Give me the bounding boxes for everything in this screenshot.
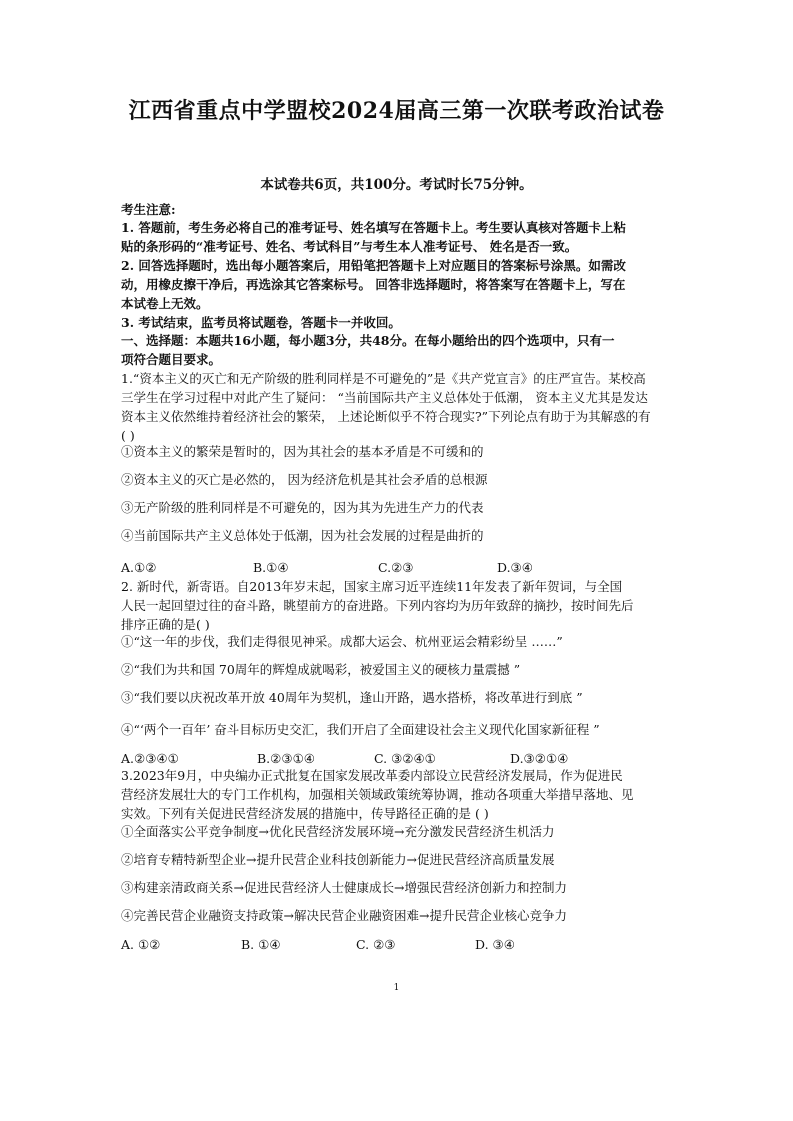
q1-option-d: D.③④ bbox=[497, 560, 533, 575]
q2-item: ②“我们为共和国 70周年的辉煌成就喝彩，被爱国主义的硬核力量震撼 ” bbox=[121, 662, 521, 677]
notice-line: 贴的条形码的“准考证号、姓名、考试科目”与考生本人准考证号、 姓名是否一致。 bbox=[121, 239, 578, 254]
q1-stem-line: 资本主义依然维持着经济社会的繁荣， 上述论断似乎不符合现实?”下列论点有助于为其解惑的有 bbox=[121, 409, 651, 424]
q1-option-a: A.①② bbox=[121, 560, 157, 575]
q3-item: ④完善民营企业融资支持政策→解决民营企业融资困难→提升民营企业核心竞争力 bbox=[121, 908, 567, 923]
q2-stem-line: 排序正确的是( ) bbox=[121, 617, 210, 632]
q1-stem-line: ( ) bbox=[121, 428, 135, 443]
q3-stem-line: 实效。下列有关促进民营经济发展的措施中，传导路径正确的是 ( ) bbox=[121, 806, 489, 821]
page-title: 江西省重点中学盟校2024届高三第一次联考政治试卷 bbox=[128, 98, 665, 124]
q3-option-d: D. ③④ bbox=[475, 937, 515, 952]
notice-line: 3. 考试结束，监考员将试题卷，答题卡一并收回。 bbox=[121, 315, 401, 330]
q2-option-c: C. ③②④① bbox=[374, 751, 436, 766]
q3-option-c: C. ②③ bbox=[356, 937, 396, 952]
notice-heading: 考生注意: bbox=[121, 202, 176, 217]
page-subtitle: 本试卷共6页，共100分。考试时长75分钟。 bbox=[260, 177, 533, 193]
notice-line: 动，用橡皮擦干净后，再选涂其它答案标号。 回答非选择题时，将答案写在答题卡上，写在 bbox=[121, 277, 626, 292]
notice-line: 1. 答题前，考生务必将自己的准考证号、姓名填写在答题卡上。考生要认真核对答题卡上粘 bbox=[121, 220, 626, 235]
q2-item: ③“我们要以庆祝改革开放 40周年为契机，逢山开路，遇水搭桥，将改革进行到底 ” bbox=[121, 690, 583, 705]
section-heading: 项符合题目要求。 bbox=[121, 352, 222, 367]
q3-option-a: A. ①② bbox=[121, 937, 161, 952]
q3-item: ③构建亲清政商关系→促进民营经济人士健康成长→增强民营经济创新力和控制力 bbox=[121, 880, 567, 895]
q1-stem-line: 1.“资本主义的灭亡和无产阶级的胜利同样是不可避免的”是《共产党宣言》的庄严宣告。某校高 bbox=[121, 371, 646, 386]
q1-item: ③无产阶级的胜利同样是不可避免的，因为其为先进生产力的代表 bbox=[121, 500, 484, 515]
q3-stem-line: 3.2023年9月，中央编办正式批复在国家发展改革委内部设立民营经济发展局，作为促进民 bbox=[121, 768, 623, 783]
q1-item: ②资本主义的灭亡是必然的， 因为经济危机是其社会矛盾的总根源 bbox=[121, 472, 488, 487]
notice-line: 本试卷上无效。 bbox=[121, 296, 209, 311]
q2-option-a: A.②③④① bbox=[121, 751, 179, 766]
notice-line: 2. 回答选择题时，选出每小题答案后，用铅笔把答题卡上对应题目的答案标号涂黑。如需改 bbox=[121, 258, 626, 273]
q1-option-b: B.①④ bbox=[253, 560, 289, 575]
q2-option-d: D.③②①④ bbox=[510, 751, 569, 766]
q2-item: ④“‘两个一百年’ 奋斗目标历史交汇，我们开启了全面建设社会主义现代化国家新征程 ” bbox=[121, 722, 600, 737]
q2-stem-line: 2. 新时代，新寄语。自2013年岁末起，国家主席习近平连续11年发表了新年贺词，与全国 bbox=[121, 579, 623, 594]
q3-item: ①全面落实公平竞争制度→优化民营经济发展环境→充分激发民营经济生机活力 bbox=[121, 824, 555, 839]
q3-item: ②培育专精特新型企业→提升民营企业科技创新能力→促进民营经济高质量发展 bbox=[121, 852, 555, 867]
q1-option-c: C.②③ bbox=[378, 560, 414, 575]
q2-stem-line: 人民一起回望过往的奋斗路，眺望前方的奋进路。下列内容均为历年致辞的摘抄，按时间先后 bbox=[121, 598, 634, 613]
q2-option-b: B.②③①④ bbox=[257, 751, 315, 766]
q3-stem-line: 营经济发展壮大的专门工作机构，加强相关领域政策统筹协调，推动各项重大举措早落地、见 bbox=[121, 787, 634, 802]
q1-item: ④当前国际共产主义总体处于低潮，因为社会发展的过程是曲折的 bbox=[121, 528, 484, 543]
q1-stem-line: 三学生在学习过程中对此产生了疑问： “当前国际共产主义总体处于低潮， 资本主义尤其是发达 bbox=[121, 390, 648, 405]
page-number: 1 bbox=[393, 983, 400, 993]
q3-option-b: B. ①④ bbox=[241, 937, 281, 952]
section-heading: 一、选择题：本题共16小题，每小题3分，共48分。在每小题给出的四个选项中，只有一 bbox=[121, 333, 615, 348]
q1-item: ①资本主义的繁荣是暂时的，因为其社会的基本矛盾是不可缓和的 bbox=[121, 444, 484, 459]
q2-item: ①“这一年的步伐，我们走得很见神采。成都大运会、杭州亚运会精彩纷呈 ……” bbox=[121, 634, 563, 649]
